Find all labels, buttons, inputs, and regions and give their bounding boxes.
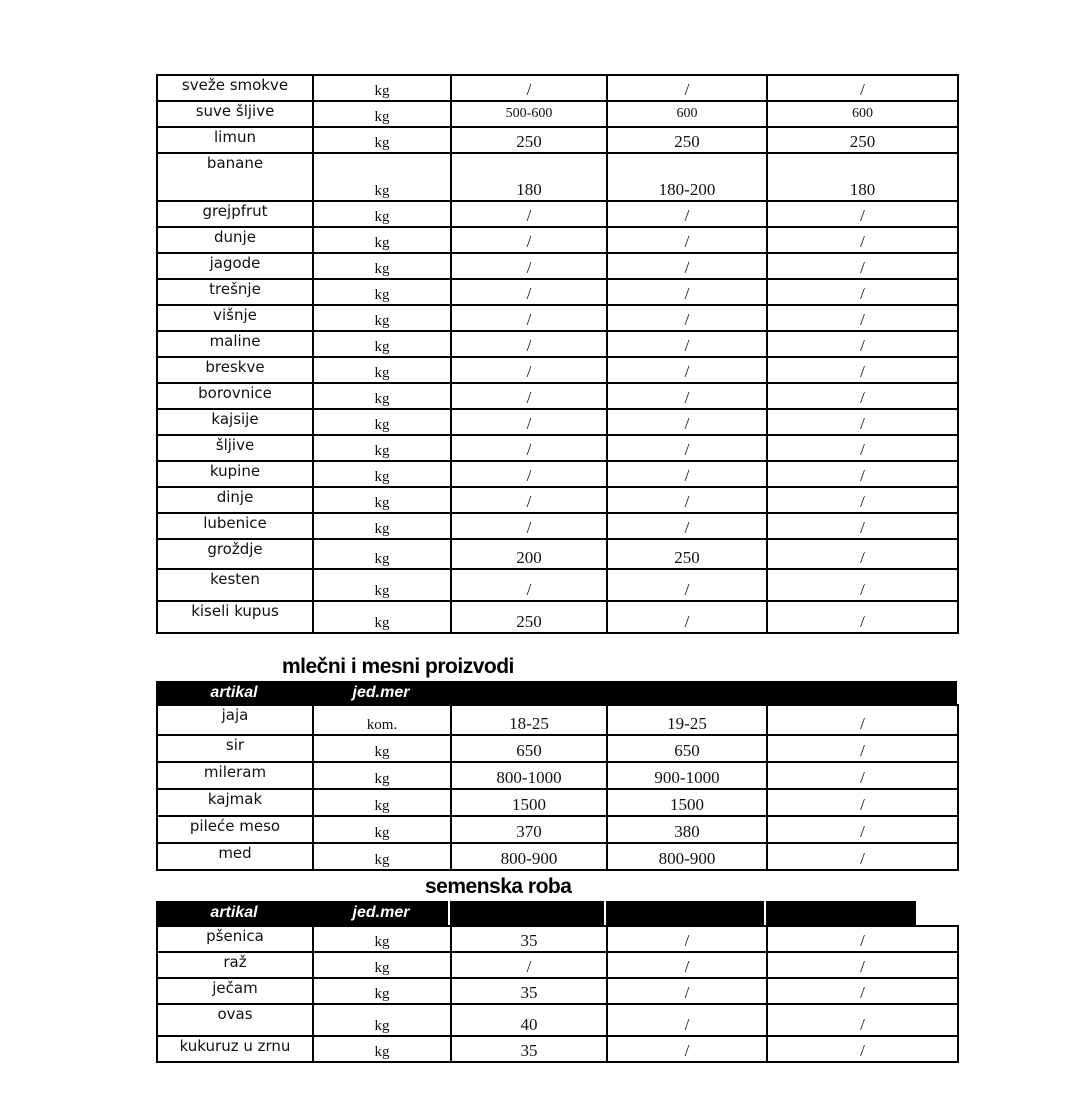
price-cell: 35 [451,978,607,1004]
table-row [157,201,958,227]
table-row [157,513,958,539]
price-cell: 35 [451,1036,607,1062]
header-label-jed-mer: jed.mer [352,904,410,921]
price-cell: 370 [451,816,607,843]
header-separator [448,901,450,925]
article-name-cell: limun [157,127,313,153]
article-name-cell: jaja [157,705,313,735]
header-separator [604,901,606,925]
article-name-cell: pileće meso [157,816,313,843]
price-cell: / [607,383,767,409]
article-name-cell: višnje [157,305,313,331]
article-name-cell: kupine [157,461,313,487]
price-cell: / [607,952,767,978]
unit-cell: kom. [313,705,451,735]
unit-cell: kg [313,127,451,153]
article-name-cell: dunje [157,227,313,253]
article-name-cell: banane [157,153,313,201]
price-cell: / [451,331,607,357]
article-name-cell: breskve [157,357,313,383]
price-cell: / [767,201,958,227]
price-cell: 1500 [451,789,607,816]
table-row [157,735,958,762]
article-name-cell: pšenica [157,926,313,952]
price-cell: / [607,435,767,461]
article-name-cell: maline [157,331,313,357]
price-cell: / [767,843,958,870]
table-header-bar-dairy [156,681,957,704]
table-header-bar-seeds [156,901,916,925]
unit-cell: kg [313,279,451,305]
price-cell: / [767,227,958,253]
unit-cell: kg [313,227,451,253]
article-name-cell: mileram [157,762,313,789]
unit-cell: kg [313,75,451,101]
price-cell: / [767,1004,958,1036]
unit-cell: kg [313,601,451,633]
price-cell: / [767,461,958,487]
table-row [157,705,958,735]
price-cell: 600 [607,101,767,127]
table-row [157,789,958,816]
article-name-cell: dinje [157,487,313,513]
price-cell: / [451,253,607,279]
price-cell: / [451,487,607,513]
price-cell: 180 [451,153,607,201]
price-cell: / [607,978,767,1004]
price-cell: 250 [451,601,607,633]
price-cell: / [767,383,958,409]
price-cell: 40 [451,1004,607,1036]
price-cell: / [767,816,958,843]
price-cell: / [607,357,767,383]
table-row [157,253,958,279]
price-cell: / [607,279,767,305]
article-name-cell: sveže smokve [157,75,313,101]
price-cell: / [607,331,767,357]
price-cell: / [451,461,607,487]
table-row [157,409,958,435]
unit-cell: kg [313,1036,451,1062]
section-title-dairy-meat: mlečni i mesni proizvodi [282,655,514,678]
article-name-cell: kajsije [157,409,313,435]
unit-cell: kg [313,357,451,383]
price-cell: / [767,735,958,762]
price-cell: / [607,253,767,279]
price-cell: / [451,279,607,305]
unit-cell: kg [313,331,451,357]
price-cell: / [607,461,767,487]
price-cell: / [767,279,958,305]
unit-cell: kg [313,1004,451,1036]
unit-cell: kg [313,201,451,227]
table-row [157,227,958,253]
price-cell: 250 [767,127,958,153]
price-table-fruits [156,74,959,634]
price-cell: / [607,75,767,101]
price-cell: / [451,513,607,539]
article-name-cell: med [157,843,313,870]
price-cell: / [451,383,607,409]
article-name-cell: suve šljive [157,101,313,127]
price-cell: / [607,305,767,331]
price-cell: / [767,487,958,513]
price-cell: 650 [451,735,607,762]
price-table-seeds [156,925,959,1063]
price-cell: / [451,409,607,435]
price-cell: / [767,253,958,279]
unit-cell: kg [313,762,451,789]
price-cell: / [767,705,958,735]
price-cell: / [607,487,767,513]
article-name-cell: sir [157,735,313,762]
table-row [157,1036,958,1062]
table-row [157,816,958,843]
table-row [157,539,958,569]
unit-cell: kg [313,978,451,1004]
table-row [157,487,958,513]
article-name-cell: trešnje [157,279,313,305]
price-cell: / [451,227,607,253]
table-row [157,843,958,870]
price-cell: 800-900 [451,843,607,870]
unit-cell: kg [313,305,451,331]
article-name-cell: šljive [157,435,313,461]
price-cell: / [767,513,958,539]
article-name-cell: kajmak [157,789,313,816]
table-row [157,1004,958,1036]
article-name-cell: kesten [157,569,313,601]
table-row [157,762,958,789]
article-name-cell: grejpfrut [157,201,313,227]
price-list-document [156,74,957,1063]
table-row [157,153,958,201]
price-cell: / [607,569,767,601]
table-row [157,435,958,461]
price-cell: / [767,331,958,357]
table-row [157,978,958,1004]
price-cell: 900-1000 [607,762,767,789]
table-row [157,75,958,101]
price-cell: / [767,789,958,816]
price-cell: / [767,435,958,461]
price-cell: / [607,409,767,435]
price-cell: / [767,357,958,383]
table-row [157,279,958,305]
price-cell: / [767,926,958,952]
price-cell: / [451,75,607,101]
price-cell: / [451,435,607,461]
price-table-dairy-meat [156,704,959,871]
unit-cell: kg [313,569,451,601]
table-row [157,952,958,978]
table-row [157,926,958,952]
price-cell: 180-200 [607,153,767,201]
article-name-cell: jagode [157,253,313,279]
unit-cell: kg [313,952,451,978]
price-cell: / [451,952,607,978]
header-label-jed-mer: jed.mer [352,683,410,701]
unit-cell: kg [313,513,451,539]
article-name-cell: lubenice [157,513,313,539]
unit-cell: kg [313,461,451,487]
price-cell: / [767,75,958,101]
unit-cell: kg [313,539,451,569]
unit-cell: kg [313,843,451,870]
price-cell: 250 [451,127,607,153]
table-row [157,305,958,331]
price-cell: 650 [607,735,767,762]
unit-cell: kg [313,487,451,513]
price-cell: / [607,601,767,633]
price-cell: 500-600 [451,101,607,127]
unit-cell: kg [313,816,451,843]
header-separator [764,901,766,925]
price-cell: / [767,409,958,435]
price-cell: 800-1000 [451,762,607,789]
price-cell: / [451,201,607,227]
price-cell: / [767,601,958,633]
unit-cell: kg [313,409,451,435]
table-row [157,569,958,601]
price-cell: 380 [607,816,767,843]
table-row [157,601,958,633]
price-cell: / [767,539,958,569]
price-cell: 600 [767,101,958,127]
price-cell: / [767,305,958,331]
price-cell: 19-25 [607,705,767,735]
unit-cell: kg [313,101,451,127]
price-cell: / [607,227,767,253]
table-row [157,127,958,153]
price-cell: / [767,1036,958,1062]
table-row [157,357,958,383]
price-cell: / [451,569,607,601]
price-cell: / [607,1036,767,1062]
unit-cell: kg [313,735,451,762]
table-row [157,461,958,487]
table-row [157,383,958,409]
price-cell: 180 [767,153,958,201]
price-cell: / [607,201,767,227]
price-cell: 18-25 [451,705,607,735]
unit-cell: kg [313,253,451,279]
price-cell: 200 [451,539,607,569]
article-name-cell: kiseli kupus [157,601,313,633]
header-label-artikal: artikal [210,904,258,921]
unit-cell: kg [313,153,451,201]
price-cell: / [607,926,767,952]
article-name-cell: raž [157,952,313,978]
price-cell: / [767,978,958,1004]
table-row [157,331,958,357]
price-cell: / [607,1004,767,1036]
section-title-seeds: semenska roba [425,875,572,898]
article-name-cell: ovas [157,1004,313,1036]
unit-cell: kg [313,435,451,461]
unit-cell: kg [313,383,451,409]
table-row [157,101,958,127]
price-cell: / [451,305,607,331]
header-label-artikal: artikal [210,683,258,701]
price-cell: / [767,762,958,789]
article-name-cell: groždje [157,539,313,569]
price-cell: 1500 [607,789,767,816]
price-cell: / [607,513,767,539]
price-cell: / [451,357,607,383]
article-name-cell: borovnice [157,383,313,409]
price-cell: 35 [451,926,607,952]
price-cell: 800-900 [607,843,767,870]
unit-cell: kg [313,789,451,816]
price-cell: 250 [607,539,767,569]
article-name-cell: kukuruz u zrnu [157,1036,313,1062]
price-cell: 250 [607,127,767,153]
article-name-cell: ječam [157,978,313,1004]
price-cell: / [767,569,958,601]
price-cell: / [767,952,958,978]
unit-cell: kg [313,926,451,952]
